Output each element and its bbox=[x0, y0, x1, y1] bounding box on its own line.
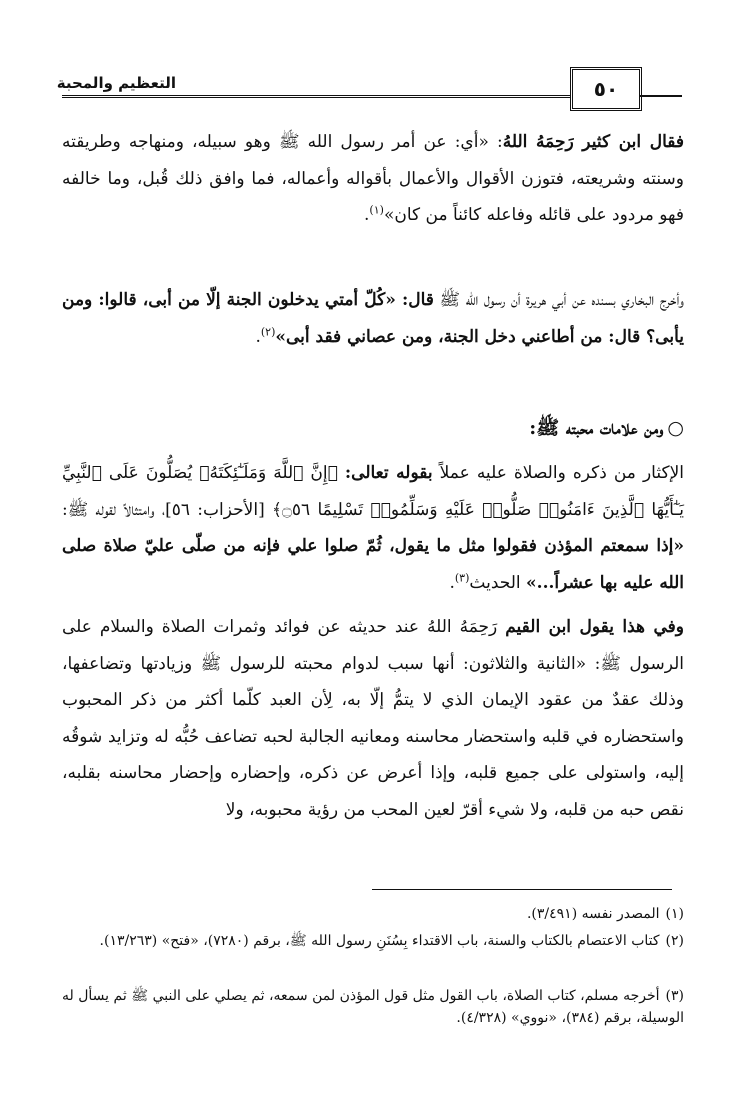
footnote-3 bbox=[62, 985, 684, 1029]
running-title: التعظيم والمحبة bbox=[56, 74, 176, 92]
quran-verse: ﴿إِنَّ ٱللَّهَ وَمَلَـٰٓئِكَتَهُۥ يُصَلُّونَ عَلَى ٱلنَّبِيِّ يَـٰٓأَيُّهَا ٱلَّذِينَ ءَامَنُوا۟ صَلُّوا۟ عَلَيْهِ وَسَلِّمُوا۟ تَسْلِيمًا ۝٥٦﴾ [الأحزاب: ٥٦]، وامتثالاً لقوله ﷺ: bbox=[62, 463, 684, 520]
header-tick bbox=[640, 95, 682, 97]
quran-intro: بقوله تعالى: bbox=[344, 463, 433, 483]
footnote-ref: (٢) bbox=[260, 324, 276, 338]
footnote-text: كتاب الاعتصام بالكتاب والسنة، باب الاقتداء بِسُنَنِ رسول الله ﷺ، برقم (٧٢٨٠)، «فتح» (١٣/٢٦٣). bbox=[99, 933, 660, 949]
paragraph-lead: وفي هذا يقول ابن القيم bbox=[505, 617, 684, 637]
paragraph-text: الحديث bbox=[469, 572, 527, 593]
paragraph-text: : «أي: عن أمر رسول الله ﷺ وهو سبيله، ومنهاجه وطريقته وسنته وشريعته، فتوزن الأقوال والأعمال بأقواله وأعماله، فما وافق ذلك قُبل، وما خالفه فهو مردود على قائله وفاعله كائناً من كان» bbox=[62, 132, 684, 225]
footnote-number: (٣) bbox=[665, 988, 684, 1004]
footnote-rule bbox=[372, 889, 672, 890]
hadith-text: «إذا سمعتم المؤذن فقولوا مثل ما يقول، ثُمّ صلوا علي فإنه من صلّى عليّ صلاة صلى الله عليه بها عشراً...» bbox=[62, 536, 684, 593]
footnote-1 bbox=[62, 903, 684, 925]
page-number: ٥٠ bbox=[570, 67, 642, 111]
paragraph-lead: فقال ابن كثير رَحِمَهُ اللهُ bbox=[502, 132, 684, 152]
paragraph-end: . bbox=[449, 572, 455, 593]
paragraph-text: رَحِمَهُ اللهُ عند حديثه عن فوائد وثمرات الصلاة والسلام على الرسول ﷺ: «الثانية والثلاثون: أنها سبب لدوام محبته للرسول ﷺ وزيادتها وتضاعفها، وذلك عقدٌ من عقود الإيمان الذي لا يتمُّ إلّا به، لِأن العبد كلّما أكثر من ذكر المحبوب واستحضاره في قلبه واستحضار محاسنه ومعانيه الجالبة لحبه تضاعف حُبُّه له وتزايد شوقُه إليه، واستولى على جميع قلبه، وإذا أعرض عن ذكره، وإحضاره وإحضار محاسنه بقلبه، نقص حبه من قلبه، ولا شيء أقرّ لعين المحب من رؤية محبوبه، ولا bbox=[62, 617, 684, 820]
paragraph-ibn-qayyim bbox=[62, 609, 684, 828]
section-heading bbox=[62, 416, 684, 444]
footnote-number: (٢) bbox=[665, 933, 684, 949]
footnote-ref: (٣) bbox=[454, 570, 470, 584]
header-rule bbox=[62, 95, 570, 98]
circle-bullet-icon: ○ bbox=[667, 417, 684, 439]
footnote-number: (١) bbox=[665, 906, 684, 922]
footnote-2 bbox=[62, 930, 684, 952]
footnote-text: المصدر نفسه (٣/٤٩١). bbox=[526, 906, 660, 922]
paragraph-text: وأخرج البخاري بسنده عن أبي هريرة أن رسول الله ﷺ bbox=[433, 290, 684, 310]
paragraph-end: . bbox=[364, 205, 370, 225]
paragraph-salat bbox=[62, 455, 684, 601]
footnote-ref: (١) bbox=[369, 203, 384, 217]
heading-text: ومن علامات محبته ﷺ: bbox=[529, 417, 664, 439]
paragraph-text: الإكثار من ذكره والصلاة عليه عملاً bbox=[432, 463, 684, 483]
footnote-text: أخرجه مسلم، كتاب الصلاة، باب القول مثل قول المؤذن لمن سمعه، ثم يصلي على النبي ﷺ ثم يسأل له الوسيلة، برقم (٣٨٤)، «نووي» (٤/٣٢٨). bbox=[62, 988, 684, 1026]
paragraph-bukhari bbox=[62, 282, 684, 355]
paragraph-end: . bbox=[255, 326, 261, 347]
paragraph-ibn-kathir bbox=[62, 124, 684, 234]
hadith-text: قال: «كُلّ أمتي يدخلون الجنة إلّا من أبى، قالوا: ومن يأبى؟ قال: من أطاعني دخل الجنة، ومن عصاني فقد أبى» bbox=[62, 290, 684, 347]
